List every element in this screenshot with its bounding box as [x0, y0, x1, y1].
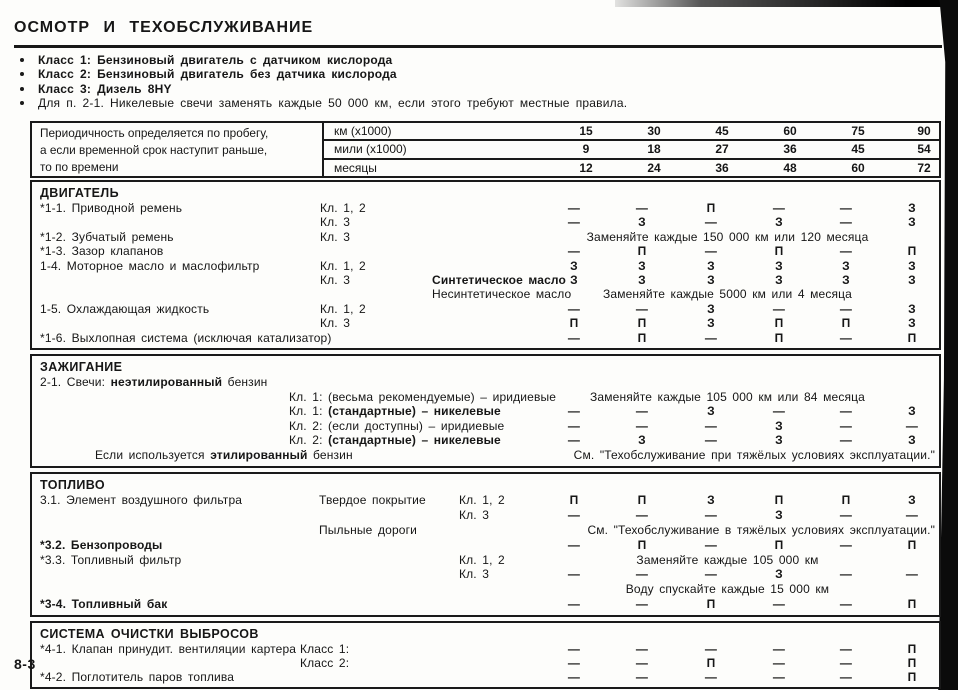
table-row — [32, 597, 939, 612]
value-cell: П — [907, 656, 917, 671]
value-cell: — — [635, 418, 649, 433]
interval-value: 15 — [579, 124, 593, 138]
value-cell: — — [567, 215, 581, 230]
text-segment: ТОПЛИВО — [40, 478, 106, 493]
table-row — [32, 448, 939, 463]
value-cell: З — [707, 258, 715, 273]
value-cell: — — [704, 508, 718, 523]
text-segment: *3-4. Топливный бак — [40, 597, 168, 612]
value-cell: — — [567, 418, 581, 433]
value-cell: — — [704, 670, 718, 685]
value-cell: З — [908, 272, 916, 287]
interval-value: 60 — [783, 124, 797, 138]
page-number: 8-3 — [14, 656, 36, 672]
value-cell: — — [839, 670, 853, 685]
interval-value: 27 — [715, 142, 729, 157]
table-row — [32, 670, 939, 684]
note-text — [38, 82, 172, 96]
value-cell: З — [638, 433, 646, 448]
interval-value: 48 — [783, 160, 797, 175]
span-note — [520, 582, 935, 597]
item-label — [40, 230, 174, 244]
bullet-icon — [20, 101, 24, 105]
value-cell: З — [908, 301, 916, 316]
value-cell: З — [908, 433, 916, 448]
class-label — [289, 390, 556, 405]
interval-row — [324, 123, 939, 141]
text-segment: Кл. 1: — [289, 404, 329, 419]
value-cell: П — [907, 330, 917, 345]
class-label — [320, 302, 366, 316]
text-segment: Кл. 1, 2 — [320, 201, 366, 215]
class-label — [320, 259, 366, 273]
text-segment: *3.3. Топливный фильтр — [40, 552, 182, 567]
table-row — [32, 230, 939, 244]
item-label — [40, 331, 332, 345]
note-item — [18, 67, 627, 81]
text-segment: Класс 2: — [300, 656, 350, 671]
text-segment: Заменяйте каждые 150 000 км или 120 месяца — [586, 229, 869, 244]
text-segment: Класс 2: Бензиновый двигатель без датчика кислорода — [38, 67, 397, 82]
table-row — [32, 273, 939, 287]
text-segment: Кл. 1, 2 — [459, 493, 505, 508]
value-cell: — — [839, 244, 853, 259]
item-label — [40, 553, 181, 568]
value-cell: — — [567, 404, 581, 419]
value-cell: З — [908, 215, 916, 230]
class-label — [300, 656, 349, 670]
text-segment: Кл. 3 — [320, 316, 351, 331]
bullet-icon — [20, 58, 24, 62]
item-label — [95, 448, 353, 463]
maintenance-table — [30, 121, 941, 689]
title-rule — [14, 45, 942, 48]
item-label — [40, 597, 167, 612]
value-cell: З — [638, 258, 646, 273]
value-cell: — — [772, 404, 786, 419]
value-cell: — — [567, 641, 581, 656]
value-cell: — — [704, 537, 718, 552]
table-row — [32, 316, 939, 330]
notes-list — [18, 53, 627, 110]
table-row — [32, 523, 939, 538]
text-segment: (стандартные) – никелевые — [328, 404, 501, 419]
interval-value: 36 — [783, 142, 797, 157]
text-segment: *1-1. Приводной ремень — [40, 201, 183, 215]
value-cell: — — [839, 330, 853, 345]
value-cell: — — [839, 641, 853, 656]
interval-value: 45 — [715, 124, 729, 138]
interval-note-line: а если временной срок наступит раньше, — [40, 143, 268, 157]
value-cell: П — [706, 656, 716, 671]
text-segment: Кл. 2: (если доступны) – иридиевые — [289, 418, 505, 433]
value-cell: П — [774, 316, 784, 331]
value-cell: З — [908, 258, 916, 273]
text-segment: Для п. 2-1. Никелевые свечи заменять каждые 50 000 км, если этого требуют местные правила. — [38, 95, 628, 110]
value-cell: З — [638, 272, 646, 287]
value-cell: — — [772, 641, 786, 656]
value-cell: П — [569, 493, 579, 508]
item-label — [40, 493, 242, 508]
value-cell: — — [704, 567, 718, 582]
table-row — [32, 375, 939, 390]
interval-header — [30, 121, 941, 178]
value-cell: З — [775, 258, 783, 273]
value-cell: З — [570, 258, 578, 273]
text-segment: Кл. 3 — [320, 272, 351, 287]
text-segment: Класс 3: Дизель 8HY — [38, 81, 172, 96]
span-note — [520, 390, 935, 405]
page-title: ОСМОТР И ТЕХОБСЛУЖИВАНИЕ — [14, 19, 314, 36]
interval-value: 18 — [647, 142, 661, 157]
value-cell: — — [704, 641, 718, 656]
table-row — [32, 215, 939, 229]
class-label — [320, 273, 350, 287]
interval-label: мили (x1000) — [334, 142, 407, 157]
value-cell: П — [706, 201, 716, 215]
span-note — [520, 287, 935, 301]
value-cell: — — [704, 330, 718, 345]
value-cell: — — [905, 418, 919, 433]
text-segment: *4-1. Клапан принудит. вентиляции картера — [40, 641, 297, 656]
variant-label — [432, 273, 566, 287]
value-cell: З — [570, 272, 578, 287]
item-label — [40, 259, 259, 273]
text-segment: Класс 1: — [300, 641, 350, 656]
text-segment: Класс 1: Бензиновый двигатель с датчиком кислорода — [38, 53, 393, 67]
value-cell: — — [839, 201, 853, 215]
table-row — [32, 433, 939, 448]
value-cell: П — [774, 244, 784, 259]
class-label — [319, 493, 426, 508]
table-row — [32, 419, 939, 434]
text-segment: Кл. 3 — [459, 508, 490, 523]
interval-value: 54 — [917, 142, 931, 157]
class-label — [320, 201, 366, 215]
table-row — [32, 508, 939, 523]
text-segment: Кл. 1: (весьма рекомендуемые) – иридиевые — [289, 389, 557, 404]
text-segment: Несинтетическое масло — [432, 287, 572, 302]
bullet-icon — [20, 72, 24, 76]
table-row — [32, 287, 939, 301]
value-cell: — — [772, 670, 786, 685]
text-segment: Кл. 3 — [459, 567, 490, 582]
value-cell: — — [567, 597, 581, 612]
value-cell: З — [908, 404, 916, 419]
value-cell: П — [637, 244, 647, 259]
value-cell: П — [637, 316, 647, 331]
value-cell: П — [841, 316, 851, 331]
table-row — [32, 493, 939, 508]
item-label — [40, 642, 296, 656]
value-cell: П — [907, 597, 917, 612]
value-cell: — — [567, 244, 581, 259]
item-label — [40, 302, 209, 316]
item-label — [40, 538, 162, 553]
value-cell: — — [772, 301, 786, 316]
value-cell: — — [772, 201, 786, 215]
value-cell: П — [774, 493, 784, 508]
value-cell: З — [908, 493, 916, 508]
text-segment: Кл. 2: — [289, 433, 329, 448]
value-cell: — — [704, 433, 718, 448]
value-cell: П — [907, 537, 917, 552]
table-row — [32, 582, 939, 597]
section-title — [32, 474, 939, 493]
text-segment: Кл. 1, 2 — [320, 258, 366, 273]
interval-value: 36 — [715, 160, 729, 175]
value-cell: — — [635, 201, 649, 215]
interval-label: км (x1000) — [334, 124, 392, 138]
value-cell: З — [775, 418, 783, 433]
variant-label — [459, 567, 489, 582]
text-segment: *1-3. Зазор клапанов — [40, 244, 164, 259]
span-note — [520, 230, 935, 244]
section-engine — [30, 180, 941, 350]
note-item — [18, 53, 627, 67]
item-label — [40, 201, 182, 215]
value-cell: — — [839, 656, 853, 671]
text-segment: Твердое покрытие — [319, 493, 426, 508]
value-cell: — — [839, 418, 853, 433]
value-cell: — — [839, 537, 853, 552]
value-cell: З — [707, 493, 715, 508]
table-row — [32, 302, 939, 316]
interval-label: месяцы — [334, 160, 377, 175]
value-cell: — — [567, 301, 581, 316]
table-row — [32, 331, 939, 345]
interval-value: 75 — [851, 124, 865, 138]
value-cell: З — [775, 508, 783, 523]
value-cell: П — [907, 641, 917, 656]
section-title — [32, 182, 939, 201]
text-segment: Если используется — [95, 447, 211, 462]
value-cell: — — [635, 567, 649, 582]
value-cell: З — [707, 404, 715, 419]
interval-value: 90 — [917, 124, 931, 138]
class-label — [300, 642, 349, 656]
class-label — [320, 215, 350, 229]
note-text — [38, 96, 627, 110]
interval-rows — [324, 123, 939, 176]
value-cell: — — [635, 597, 649, 612]
value-cell: — — [567, 201, 581, 215]
class-label — [319, 523, 417, 538]
table-row — [32, 259, 939, 273]
value-cell: З — [908, 201, 916, 215]
text-segment: *1-2. Зубчатый ремень — [40, 229, 174, 244]
value-cell: З — [908, 316, 916, 331]
interval-value: 45 — [851, 142, 865, 157]
note-item — [18, 96, 627, 110]
value-cell: П — [774, 330, 784, 345]
section-title — [32, 356, 939, 375]
text-segment: 3.1. Элемент воздушного фильтра — [40, 493, 243, 508]
text-segment: неэтилированный — [110, 374, 223, 389]
value-cell: З — [775, 215, 783, 230]
text-segment: Кл. 1, 2 — [320, 301, 366, 316]
value-cell: — — [772, 597, 786, 612]
text-segment: Заменяйте каждые 105 000 км или 84 месяца — [590, 389, 865, 404]
span-note — [520, 448, 935, 463]
value-cell: — — [839, 301, 853, 316]
value-cell: — — [839, 597, 853, 612]
text-segment: Кл. 3 — [320, 229, 351, 244]
section-fuel — [30, 472, 941, 616]
value-cell: — — [635, 404, 649, 419]
value-cell: — — [567, 537, 581, 552]
value-cell: — — [839, 433, 853, 448]
interval-value: 9 — [582, 142, 590, 157]
value-cell: З — [707, 301, 715, 316]
class-label — [320, 230, 350, 244]
variant-label — [459, 508, 489, 523]
text-segment: См. "Техобслуживание при тяжёлых условиях эксплуатации." — [573, 447, 935, 462]
text-segment: *3.2. Бензопроводы — [40, 537, 163, 552]
table-row — [32, 642, 939, 656]
value-cell: З — [707, 272, 715, 287]
text-segment: 2-1. Свечи: — [40, 374, 111, 389]
value-cell: П — [637, 537, 647, 552]
note-text — [38, 67, 397, 81]
value-cell: П — [569, 316, 579, 331]
text-segment: 1-4. Моторное масло и маслофильтр — [40, 258, 260, 273]
variant-label — [459, 553, 505, 568]
value-cell: — — [704, 244, 718, 259]
value-cell: П — [637, 493, 647, 508]
value-cell: — — [704, 418, 718, 433]
value-cell: П — [706, 597, 716, 612]
value-cell: — — [635, 670, 649, 685]
value-cell: — — [635, 301, 649, 316]
value-cell: — — [839, 215, 853, 230]
value-cell: — — [635, 641, 649, 656]
text-segment: Синтетическое масло — [432, 272, 566, 287]
bullet-icon — [20, 87, 24, 91]
value-cell: — — [704, 215, 718, 230]
item-label — [40, 670, 234, 684]
value-cell: — — [905, 508, 919, 523]
text-segment: Кл. 3 — [320, 215, 351, 230]
value-cell: З — [775, 433, 783, 448]
interval-row — [324, 141, 939, 159]
interval-row — [324, 160, 939, 176]
interval-value: 12 — [579, 160, 593, 175]
value-cell: — — [839, 404, 853, 419]
class-label — [289, 404, 501, 419]
text-segment: бензин — [307, 447, 353, 462]
table-row — [32, 404, 939, 419]
item-label — [40, 375, 267, 390]
section-ignition — [30, 354, 941, 469]
value-cell: — — [635, 508, 649, 523]
interval-value: 24 — [647, 160, 661, 175]
table-row — [32, 390, 939, 405]
text-segment: этилированный — [210, 447, 308, 462]
table-row — [32, 538, 939, 553]
section-title — [32, 623, 939, 642]
interval-value: 30 — [647, 124, 661, 138]
table-row — [32, 567, 939, 582]
value-cell: З — [775, 567, 783, 582]
text-segment: См. "Техобслуживание в тяжёлых условиях эксплуатации." — [587, 523, 935, 538]
span-note — [520, 523, 935, 538]
value-cell: П — [637, 330, 647, 345]
value-cell: З — [842, 258, 850, 273]
text-segment: Заменяйте каждые 5000 км или 4 месяца — [602, 287, 853, 302]
table-row — [32, 553, 939, 568]
value-cell: З — [707, 316, 715, 331]
class-label — [289, 419, 504, 434]
text-segment: *1-6. Выхлопная система (исключая катализатор) — [40, 330, 332, 345]
text-segment: СИСТЕМА ОЧИСТКИ ВЫБРОСОВ — [40, 626, 259, 641]
interval-note-line: Периодичность определяется по пробегу, — [40, 126, 269, 140]
class-label — [289, 433, 501, 448]
section-emissions — [30, 621, 941, 690]
value-cell: З — [638, 215, 646, 230]
value-cell: П — [907, 670, 917, 685]
note-item — [18, 82, 627, 96]
value-cell: — — [839, 508, 853, 523]
value-cell: — — [567, 330, 581, 345]
text-segment: *4-2. Поглотитель паров топлива — [40, 670, 235, 685]
scan-artifact-top-edge — [615, 0, 958, 7]
interval-value: 72 — [917, 160, 931, 175]
value-cell: З — [842, 272, 850, 287]
table-row — [32, 201, 939, 215]
value-cell: — — [567, 567, 581, 582]
text-segment: ЗАЖИГАНИЕ — [40, 359, 123, 374]
value-cell: — — [772, 656, 786, 671]
variant-label — [459, 493, 505, 508]
text-segment: Пыльные дороги — [319, 523, 417, 538]
value-cell: — — [905, 567, 919, 582]
value-cell: — — [567, 656, 581, 671]
value-cell: П — [774, 537, 784, 552]
value-cell: — — [567, 508, 581, 523]
interval-note-line: то по времени — [40, 160, 119, 174]
value-cell: П — [907, 244, 917, 259]
value-cell: — — [567, 433, 581, 448]
value-cell: П — [841, 493, 851, 508]
value-cell: — — [839, 567, 853, 582]
class-label — [320, 316, 350, 330]
text-segment: бензин — [222, 374, 268, 389]
text-segment: (стандартные) – никелевые — [328, 433, 501, 448]
table-row — [32, 244, 939, 258]
text-segment: Кл. 1, 2 — [459, 552, 505, 567]
sections — [30, 180, 941, 689]
item-label — [40, 244, 163, 258]
value-cell: — — [567, 670, 581, 685]
text-segment: ДВИГАТЕЛЬ — [40, 186, 119, 200]
value-cell: — — [635, 656, 649, 671]
span-note — [520, 553, 935, 568]
table-row — [32, 656, 939, 670]
interval-value: 60 — [851, 160, 865, 175]
note-text — [38, 53, 392, 67]
interval-note — [32, 123, 324, 176]
value-cell: З — [775, 272, 783, 287]
text-segment: 1-5. Охлаждающая жидкость — [40, 301, 210, 316]
text-segment: Воду спускайте каждые 15 000 км — [625, 582, 830, 597]
text-segment: Заменяйте каждые 105 000 км — [636, 552, 819, 567]
